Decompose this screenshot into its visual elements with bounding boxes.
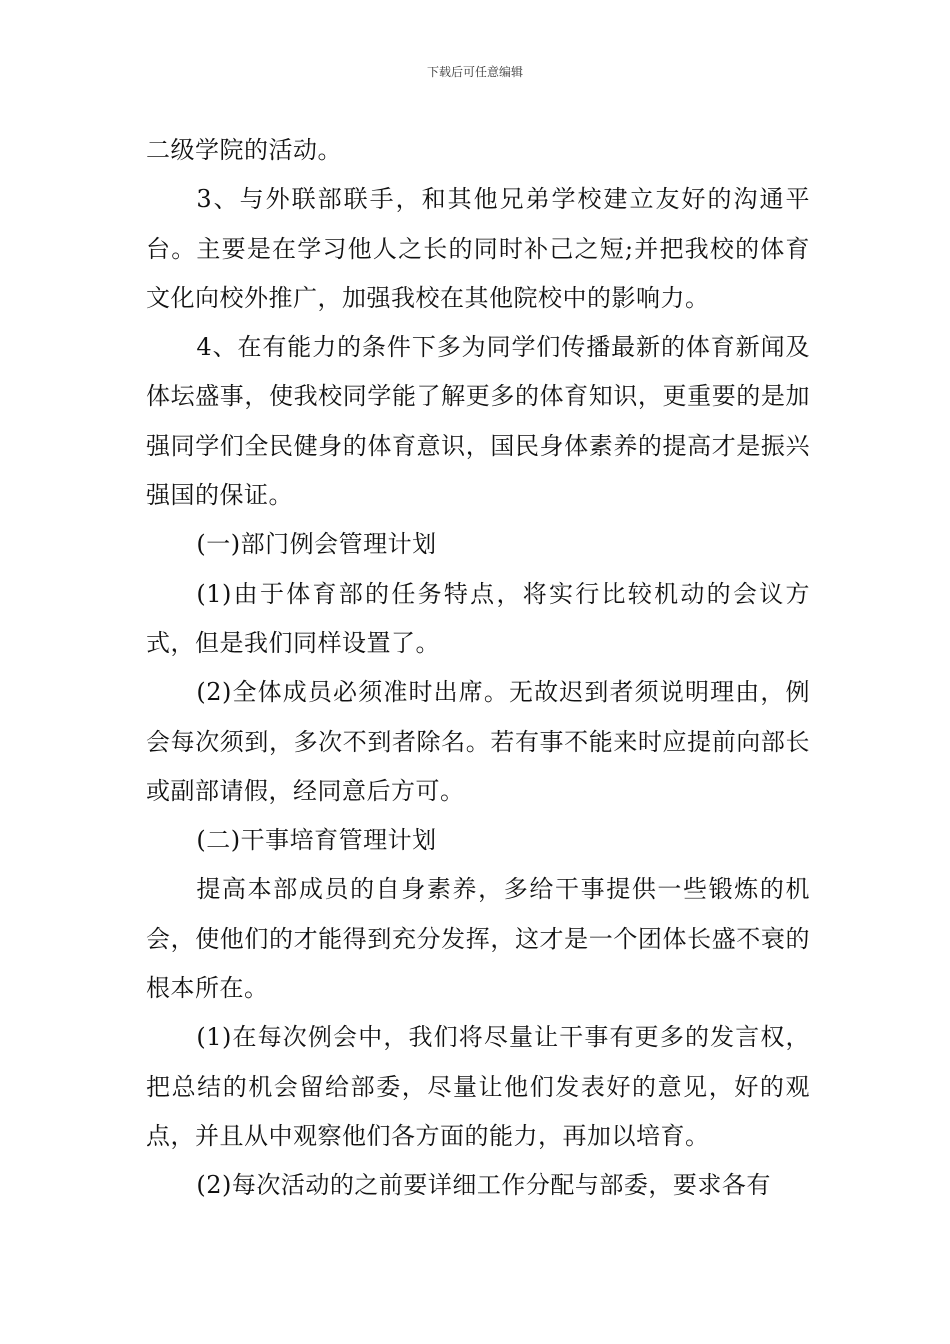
paragraph: 二级学院的活动。: [146, 136, 342, 164]
paragraph: (2)全体成员必须准时出席。无故迟到者须说明理由，例会每次须到，多次不到者除名。若有事不能来时应提前向部长或副部请假，经同意后方可。: [146, 678, 810, 805]
document-body: [146, 126, 810, 1211]
paragraph: 4、在有能力的条件下多为同学们传播最新的体育新闻及体坛盛事，使我校同学能了解更多的体育知识，更重要的是加强同学们全民健身的体育意识，国民身体素养的提高才是振兴强国的保证。: [146, 333, 810, 510]
paragraph: (2)每次活动的之前要详细工作分配与部委，要求各有: [196, 1171, 771, 1200]
paragraph: 3、与外联部联手，和其他兄弟学校建立友好的沟通平台。主要是在学习他人之长的同时补己之短;并把我校的体育文化向校外推广，加强我校在其他院校中的影响力。: [146, 185, 810, 312]
section-heading: (一)部门例会管理计划: [196, 530, 437, 559]
paragraph: (1)在每次例会中，我们将尽量让干事有更多的发言权，把总结的机会留给部委，尽量让他们发表好的意见，好的观点，并且从中观察他们各方面的能力，再加以培育。: [146, 1023, 810, 1150]
page-header: 下载后可任意编辑: [426, 65, 523, 79]
paragraph: 提高本部成员的自身素养，多给干事提供一些锻炼的机会，使他们的才能得到充分发挥，这才是一个团体长盛不衰的根本所在。: [146, 875, 810, 1003]
section-heading: (二)干事培育管理计划: [196, 826, 437, 855]
paragraph: (1)由于体育部的任务特点，将实行比较机动的会议方式，但是我们同样设置了。: [146, 579, 810, 657]
